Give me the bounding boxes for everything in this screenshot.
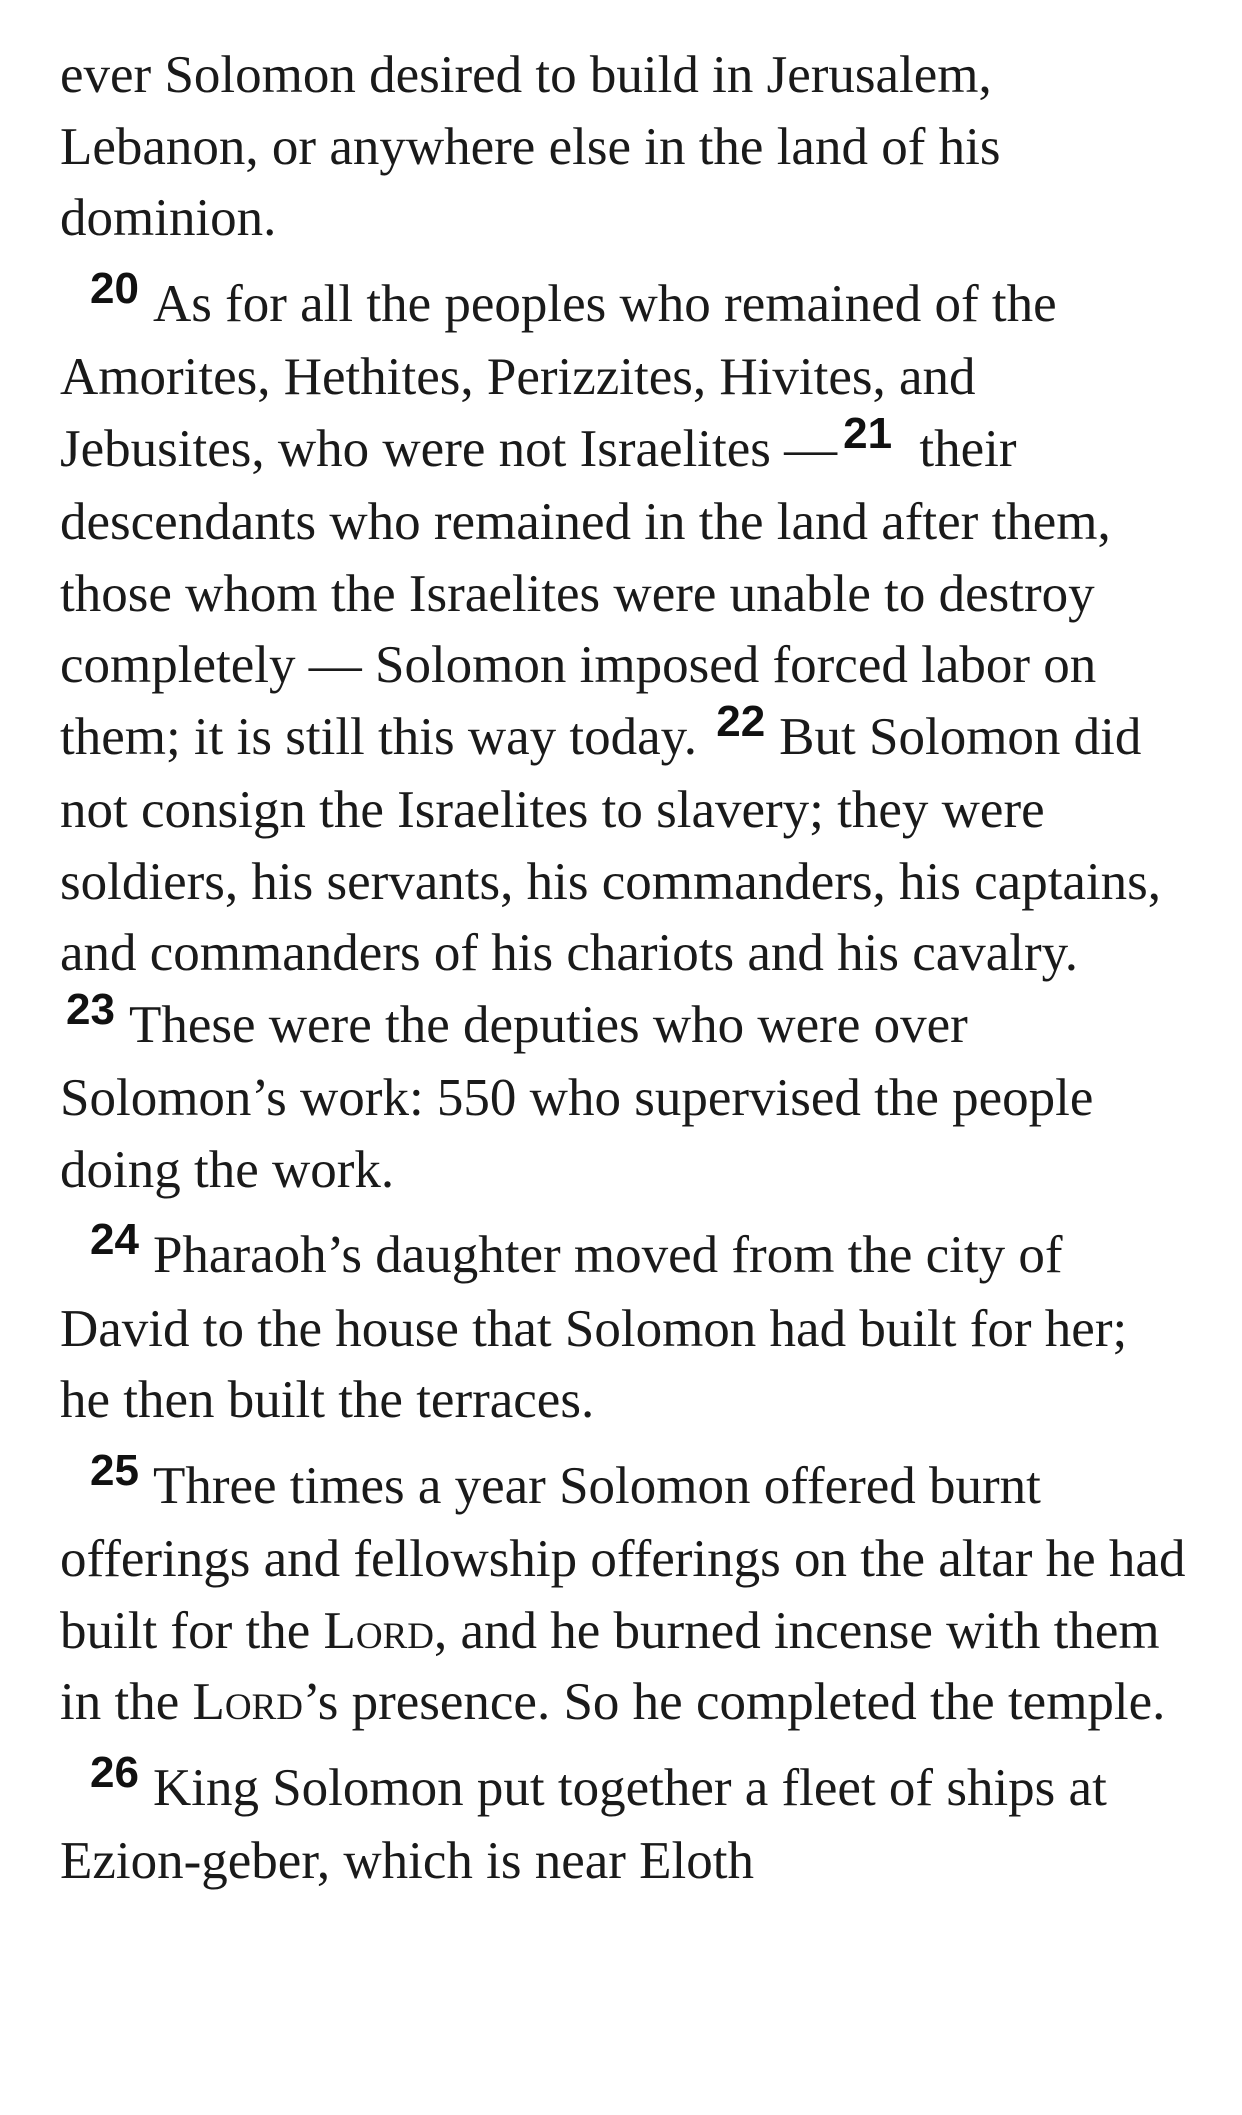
paragraph-continuation [60,40,1190,255]
verse-25-text-b: , and he burned incense with them in the [60,1601,1160,1731]
verse-25-text-a: Three times a year Solomon offered burnt offerings and fellowship offerings on the altar he had built for the [60,1456,1186,1660]
verse-number-25: 25 [90,1445,139,1495]
verse-21-text: their descendants who remained in the land after them, those whom the Israelites were unable to destroy completely — Solomon imposed forced labor on them; it is still this way today. [60,419,1111,766]
verse-22-text: But Solomon did not consign the Israelites to slavery; they were soldiers, his servants, his commanders, his captains, and commanders of his chariots and his cavalry. [60,707,1162,982]
paragraph-verse-26 [60,1747,1190,1898]
verse-23-text: These were the deputies who were over Solomon’s work: 550 who supervised the people doing the work. [60,995,1094,1199]
verse-number-21: 21 [843,408,893,458]
divine-name-lord: Lord [192,1673,303,1731]
divine-name-lord: Lord [323,1601,434,1660]
paragraph-verse-24 [60,1215,1190,1437]
verse-number-20: 20 [90,263,139,313]
paragraph-verse-25 [60,1445,1190,1739]
scripture-page [60,40,1190,1898]
verse-26-text: King Solomon put together a fleet of ships at Ezion-geber, which is near Eloth [60,1758,1107,1890]
verse-number-26: 26 [90,1747,139,1797]
verse-19-continuation-text: ever Solomon desired to build in Jerusalem, Lebanon, or anywhere else in the land of his dominion. [60,46,1001,247]
verse-25-text-c: ’s presence. So he completed the temple. [302,1673,1166,1731]
verse-24-text: Pharaoh’s daughter moved from the city of David to the house that Solomon had built for her; he then built the terraces. [60,1226,1128,1429]
verse-number-22: 22 [716,696,766,746]
verse-20-text: As for all the peoples who remained of the Amorites, Hethites, Perizzites, Hivites, and Jebusites, who were not Israelites — [60,274,1057,478]
paragraph-verses-20-23 [60,263,1190,1207]
verse-number-24: 24 [90,1215,139,1264]
verse-number-23: 23 [66,984,115,1034]
